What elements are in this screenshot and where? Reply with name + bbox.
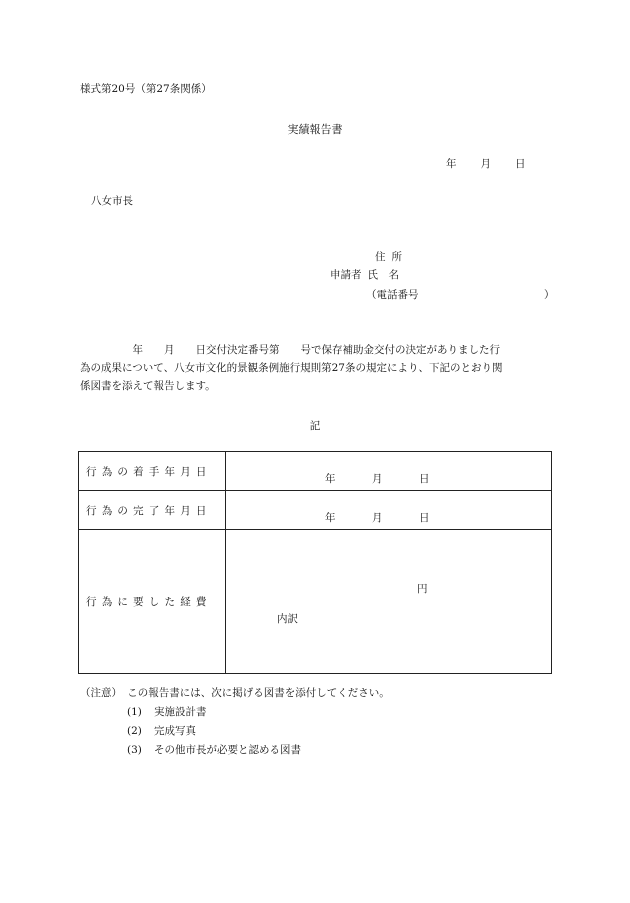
start-month: 月 bbox=[372, 473, 383, 485]
note-item-number: (3) bbox=[127, 744, 142, 756]
note-item bbox=[127, 704, 207, 719]
start-year: 年 bbox=[325, 473, 336, 485]
document-title: 実績報告書 bbox=[287, 123, 343, 136]
end-month: 月 bbox=[372, 512, 383, 524]
submission-date bbox=[446, 156, 526, 171]
note-item-number: (2) bbox=[127, 725, 142, 737]
applicant-name-row bbox=[330, 267, 399, 282]
date-day-label: 日 bbox=[515, 158, 526, 170]
ki-heading: 記 bbox=[309, 420, 321, 432]
body-line: 年 月 日交付決定番号第 号で保存補助金交付の決定がありました行 bbox=[80, 344, 500, 356]
end-date-value[interactable] bbox=[226, 491, 552, 530]
table-row-end-date bbox=[79, 491, 552, 530]
addressee: 八女市長 bbox=[91, 195, 133, 207]
start-date-value[interactable] bbox=[226, 452, 552, 491]
applicant-label: 申請者 bbox=[330, 269, 362, 281]
table-row-cost bbox=[79, 530, 552, 674]
note-item-text: その他市長が必要と認める図書 bbox=[154, 744, 301, 756]
table-row-start-date bbox=[79, 452, 552, 491]
note-item-text: 実施設計書 bbox=[154, 706, 207, 718]
form-number: 様式第20号（第27条関係） bbox=[80, 83, 212, 95]
start-date-label: 行為の着手年月日 bbox=[79, 452, 226, 491]
end-date-label: 行為の完了年月日 bbox=[79, 491, 226, 530]
phone-close-paren: ） bbox=[544, 289, 555, 301]
cost-label: 行為に要した経費 bbox=[79, 530, 226, 674]
cost-value[interactable] bbox=[226, 530, 552, 674]
yen-unit: 円 bbox=[417, 583, 428, 595]
report-table bbox=[78, 451, 552, 674]
phone-label: （電話番号 bbox=[366, 289, 419, 301]
note-item-text: 完成写真 bbox=[154, 725, 196, 737]
body-line: 為の成果について、八女市文化的景観条例施行規則第27条の規定により、下記のとおり関 bbox=[80, 362, 503, 374]
note-item bbox=[127, 723, 196, 738]
start-day: 日 bbox=[419, 473, 430, 485]
body-line: 係図書を添えて報告します。 bbox=[80, 380, 216, 392]
end-year: 年 bbox=[325, 512, 336, 524]
date-year-label: 年 bbox=[446, 158, 457, 170]
address-label: 住所 bbox=[375, 251, 408, 263]
note-item bbox=[127, 742, 301, 757]
name-label: 氏 名 bbox=[367, 269, 399, 281]
end-day: 日 bbox=[419, 512, 430, 524]
breakdown-label: 内訳 bbox=[277, 613, 298, 625]
report-body bbox=[80, 341, 552, 395]
date-month-label: 月 bbox=[480, 158, 491, 170]
note-item-number: (1) bbox=[127, 706, 142, 718]
note-heading: （注意） この報告書には、次に掲げる図書を添付してください。 bbox=[80, 687, 390, 699]
